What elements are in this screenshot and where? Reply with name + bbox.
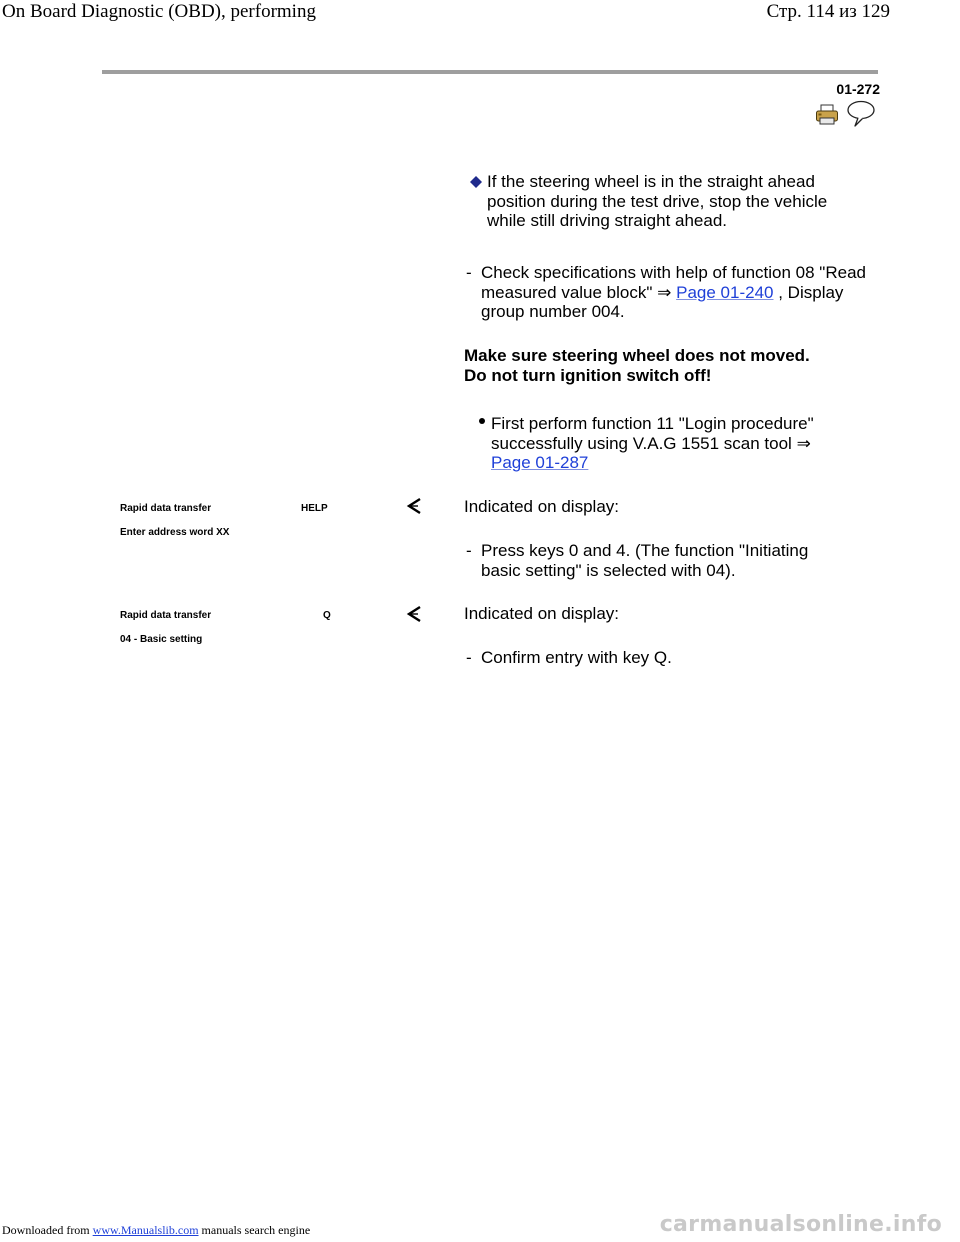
indicated-label-2: Indicated on display: xyxy=(464,604,619,623)
note-diamond-icon xyxy=(470,176,482,188)
step2-text: Press keys 0 and 4. (The function "Initiating basic setting" is selected with 04). xyxy=(481,541,809,580)
display1-line1-right: HELP xyxy=(301,503,328,514)
warning-line-2: Do not turn ignition switch off! xyxy=(464,366,712,385)
page-number: 01-272 xyxy=(836,81,880,97)
link-page-01-240[interactable]: Page 01-240 xyxy=(676,282,774,302)
speech-bubble-icon[interactable] xyxy=(846,100,876,128)
page-indicator: Стр. 114 из 129 xyxy=(766,1,890,22)
step1-dash: - xyxy=(466,263,472,282)
display1-line1-left: Rapid data transfer xyxy=(120,503,212,514)
bullet-text xyxy=(491,414,846,473)
link-page-01-287[interactable]: Page 01-287 xyxy=(491,453,589,472)
header-divider xyxy=(102,70,878,74)
step3-dash: - xyxy=(466,648,472,667)
arrow-glyph: ⇒ xyxy=(657,282,672,302)
footer-link[interactable]: www.Manualslib.com xyxy=(92,1223,199,1237)
footer-prefix: Downloaded from xyxy=(2,1223,90,1237)
footer xyxy=(2,1223,310,1238)
display2-line1-left: Rapid data transfer xyxy=(120,610,212,621)
step1-text-before: Check specifications with help of function 08 "Read measured value block" xyxy=(481,263,866,302)
indicated-label-1: Indicated on display: xyxy=(464,497,619,516)
bullet-text-before: First perform function 11 "Login procedure" successfully using V.A.G 1551 scan tool xyxy=(491,414,814,453)
step2-dash: - xyxy=(466,541,472,560)
bullet-dot xyxy=(479,418,485,424)
pointer-arrow-icon xyxy=(406,605,424,623)
display2-line1-right: Q xyxy=(323,610,331,621)
note-text: If the steering wheel is in the straight ahead position during the test drive, stop the vehicle while still driving straight ahead. xyxy=(487,172,828,230)
step3-text: Confirm entry with key Q. xyxy=(481,648,672,667)
printer-icon[interactable] xyxy=(815,104,839,126)
footer-suffix: manuals search engine xyxy=(201,1223,311,1237)
step1-text-after: , Display group number 004. xyxy=(481,282,844,321)
document-title: On Board Diagnostic (OBD), performing xyxy=(2,1,316,22)
arrow-glyph: ⇒ xyxy=(796,433,811,453)
warning-line-1: Make sure steering wheel does not moved. xyxy=(464,346,810,365)
step1-text xyxy=(481,263,871,322)
pointer-arrow-icon xyxy=(406,497,424,515)
watermark: carmanualsonline.info xyxy=(659,1212,942,1237)
display2-line2: 04 - Basic setting xyxy=(120,634,203,645)
display1-line2: Enter address word XX xyxy=(120,527,230,538)
